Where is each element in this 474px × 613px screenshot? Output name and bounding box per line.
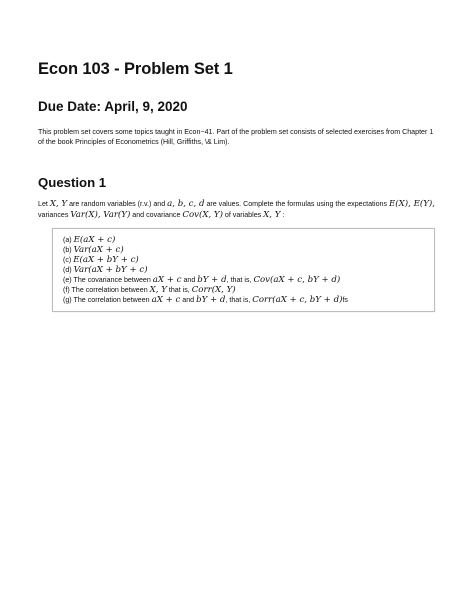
item-label: (b) xyxy=(63,245,74,254)
text-segment: that is, xyxy=(166,286,192,295)
math-segment: Var(aX + bY + c) xyxy=(73,265,148,276)
math-segment: Corr(aX + c, bY + d) xyxy=(252,295,343,306)
text-segment: (e) The covariance between xyxy=(63,276,153,285)
math-segment: Corr(X, Y) xyxy=(191,285,236,296)
due-date: Due Date: April, 9, 2020 xyxy=(38,99,188,114)
question-1-line-1 xyxy=(38,199,436,211)
text-segment: Let xyxy=(38,199,50,208)
math-segment: X, Y xyxy=(49,198,68,209)
text-segment: are random variables (r.v.) and xyxy=(67,199,168,208)
math-segment: bY + d xyxy=(196,295,226,306)
text-segment: variances xyxy=(38,211,71,220)
intro-paragraph: This problem set covers some topics taught in Econ~41. Part of the problem set consists of selected exercises from Chapter 1 of the book Principles of Econometrics (Hill, Griffiths, \& Lim). xyxy=(38,128,434,147)
question-1-items-box xyxy=(52,228,435,313)
question-1-heading: Question 1 xyxy=(38,174,107,190)
math-segment: aX + c xyxy=(152,275,182,286)
item-a xyxy=(63,235,426,245)
item-label: (d) xyxy=(63,266,74,275)
text-segment: are values. Complete the formulas using the expectations xyxy=(204,199,390,208)
item-c xyxy=(63,255,426,265)
math-segment: Var(X), Var(Y) xyxy=(70,210,131,221)
math-segment: Cov(X, Y) xyxy=(182,210,223,221)
text-segment: , that is, xyxy=(225,296,253,305)
math-segment: E(aX + bY + c) xyxy=(73,255,139,265)
item-f xyxy=(63,285,426,295)
text-segment: : xyxy=(280,211,285,220)
math-segment: bY + d xyxy=(197,275,227,286)
text-segment: of variables xyxy=(222,211,264,220)
math-segment: a, b, c, d xyxy=(167,198,205,209)
item-label: (a) xyxy=(63,235,74,244)
math-segment: aX + c xyxy=(151,295,181,306)
math-segment: X, Y xyxy=(263,210,281,221)
math-segment: X, Y xyxy=(149,285,167,296)
page-title: Econ 103 - Problem Set 1 xyxy=(38,60,233,78)
text-segment: and xyxy=(180,296,197,305)
text-segment: , that is, xyxy=(226,276,254,285)
question-1-text xyxy=(38,199,436,222)
question-1-line-2 xyxy=(38,210,436,222)
math-segment: Var(aX + c) xyxy=(73,244,124,255)
text-segment: (g) The correlation between xyxy=(63,296,152,305)
item-b xyxy=(63,245,426,255)
text-segment: (f) The correlation between xyxy=(63,286,150,295)
item-g xyxy=(63,295,426,305)
math-segment: E(X), E(Y), xyxy=(389,198,435,209)
item-d xyxy=(63,265,426,275)
text-segment: fs xyxy=(342,296,348,305)
item-label: (c) xyxy=(63,256,74,264)
text-segment: and covariance xyxy=(130,211,183,220)
math-segment: E(aX + c) xyxy=(73,234,116,245)
text-segment: and xyxy=(181,276,198,285)
item-e xyxy=(63,275,426,285)
math-segment: Cov(aX + c, bY + d) xyxy=(253,275,341,286)
